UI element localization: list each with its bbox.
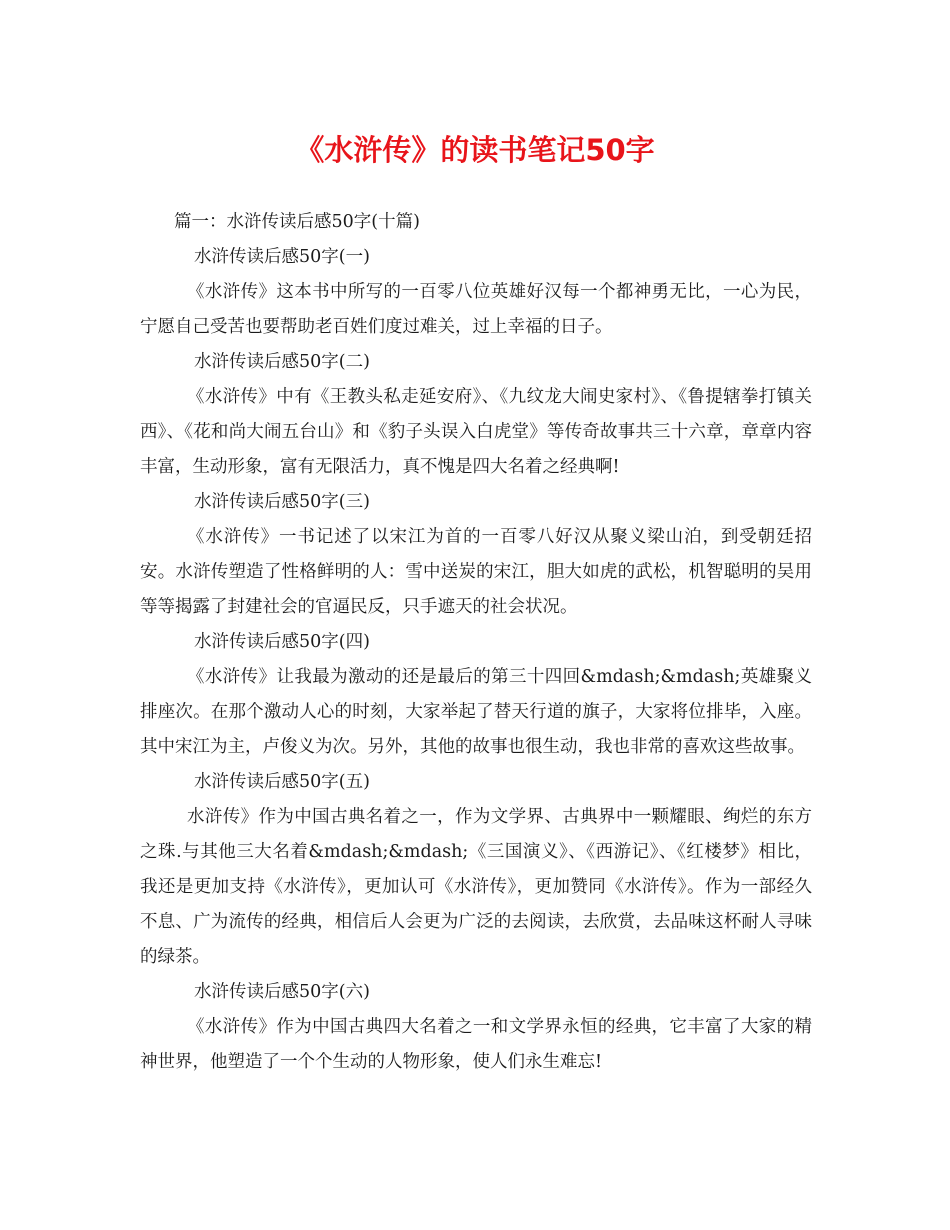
document-title: 《水浒传》的读书笔记50字 xyxy=(295,133,655,167)
section-text-4: 《水浒传》让我最为激动的还是最后的第三十四回&mdash;&mdash;英雄聚义排座次。在那个激动人心的时刻，大家举起了替天行道的旗子，大家将位排毕，入座。其中宋江为主，卢俊义为次。另外，其他的故事也很生动，我也非常的喜欢这些故事。 xyxy=(140,667,812,757)
section-heading-2: 水浒传读后感50字(二) xyxy=(194,352,370,372)
section-heading-3: 水浒传读后感50字(三) xyxy=(194,492,370,512)
section-heading-5: 水浒传读后感50字(五) xyxy=(194,772,370,792)
section-heading-1: 水浒传读后感50字(一) xyxy=(194,247,370,267)
section-text-3: 《水浒传》一书记述了以宋江为首的一百零八好汉从聚义梁山泊，到受朝廷招安。水浒传塑造了性格鲜明的人：雪中送炭的宋江，胆大如虎的武松，机智聪明的吴用等等揭露了封建社会的官逼民反，只手遮天的社会状况。 xyxy=(140,527,812,617)
section-heading-4: 水浒传读后感50字(四) xyxy=(194,632,370,652)
section-text-1: 《水浒传》这本书中所写的一百零八位英雄好汉每一个都神勇无比，一心为民，宁愿自己受苦也要帮助老百姓们度过难关，过上幸福的日子。 xyxy=(140,282,812,337)
document-body xyxy=(140,205,812,1080)
section-heading-6: 水浒传读后感50字(六) xyxy=(194,982,370,1002)
section-text-6: 《水浒传》作为中国古典四大名着之一和文学界永恒的经典，它丰富了大家的精神世界，他塑造了一个个生动的人物形象，使人们永生难忘! xyxy=(140,1017,812,1072)
section-text-2: 《水浒传》中有《王教头私走延安府》、《九纹龙大闹史家村》、《鲁提辖拳打镇关西》、《花和尚大闹五台山》和《豹子头误入白虎堂》等传奇故事共三十六章，章章内容丰富，生动形象，富有无限活力，真不愧是四大名着之经典啊! xyxy=(140,387,812,477)
intro-line: 篇一：水浒传读后感50字(十篇) xyxy=(174,212,420,232)
section-text-5: 水浒传》作为中国古典名着之一，作为文学界、古典界中一颗耀眼、绚烂的东方之珠.与其他三大名着&mdash;&mdash;《三国演义》、《西游记》、《红楼梦》相比，我还是更加支持《水浒传》，更加认可《水浒传》，更加赞同《水浒传》。作为一部经久不息、广为流传的经典，相信后人会更为广泛的去阅读，去欣赏，去品味这杯耐人寻味的绿茶。 xyxy=(140,807,812,967)
